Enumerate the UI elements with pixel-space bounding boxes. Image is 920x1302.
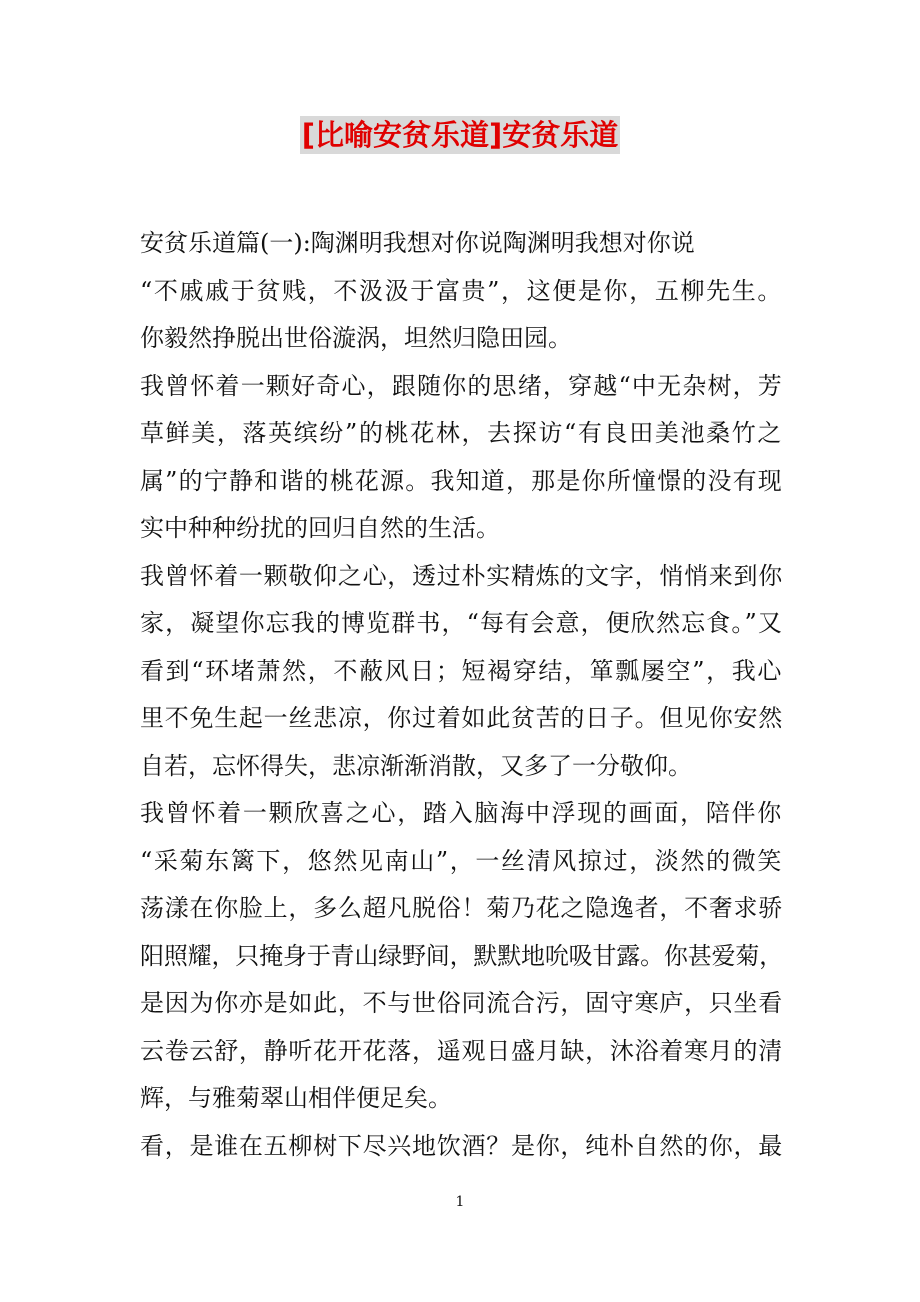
text-line: 家，凝望你忘我的博览群书，“每有会意，便欣然忘食。”又 — [140, 609, 783, 637]
text-line: 自若，忘怀得失，悲凉渐渐消散，又多了一分敬仰。 — [140, 751, 692, 780]
document-title: [比喻安贫乐道]安贫乐道 — [301, 118, 619, 152]
text-line: 云卷云舒，静听花开花落，遥观日盛月缺，沐浴着寒月的清 — [140, 1036, 783, 1065]
text-line: 里不免生起一丝悲凉，你过着如此贫苦的日子。但见你安然 — [140, 704, 783, 732]
text-line: 我曾怀着一颗好奇心，跟随你的思绪，穿越“中无杂树，芳 — [140, 371, 783, 400]
text-line: “采菊东篱下，悠然见南山”，一丝清风掠过，淡然的微笑 — [140, 846, 783, 875]
text-line: 荡漾在你脸上，多么超凡脱俗！菊乃花之隐逸者，不奢求骄 — [140, 894, 783, 922]
text-line: 阳照耀，只掩身于青山绿野间，默默地吮吸甘露。你甚爱菊， — [140, 941, 783, 970]
text-line: 实中种种纷扰的回归自然的生活。 — [140, 514, 500, 542]
title-container — [0, 116, 920, 154]
text-line: 属”的宁静和谐的桃花源。我知道，那是你所憧憬的没有现 — [140, 466, 783, 495]
text-line: 是因为你亦是如此，不与世俗同流合污，固守寒庐，只坐看 — [140, 989, 783, 1017]
text-line: 看到“环堵萧然，不蔽风日；短褐穿结，箪瓢屡空”，我心 — [140, 656, 783, 685]
text-line: 安贫乐道篇(一):陶渊明我想对你说陶渊明我想对你说 — [140, 229, 695, 257]
text-line: 我曾怀着一颗敬仰之心，透过朴实精炼的文字，悄悄来到你 — [140, 561, 783, 590]
text-line: 我曾怀着一颗欣喜之心，踏入脑海中浮现的画面，陪伴你 — [140, 799, 783, 827]
text-line: 辉，与雅菊翠山相伴便足矣。 — [140, 1084, 452, 1112]
page-number: 1 — [455, 1194, 465, 1210]
text-line: “不戚戚于贫贱，不汲汲于富贵”，这便是你，五柳先生。 — [140, 276, 783, 305]
text-line: 草鲜美，落英缤纷”的桃花林，去探访“有良田美池桑竹之 — [140, 419, 783, 447]
text-line: 你毅然挣脱出世俗漩涡，坦然归隐田园。 — [140, 324, 572, 352]
text-line: 看，是谁在五柳树下尽兴地饮酒？是你，纯朴自然的你，最 — [140, 1131, 783, 1160]
